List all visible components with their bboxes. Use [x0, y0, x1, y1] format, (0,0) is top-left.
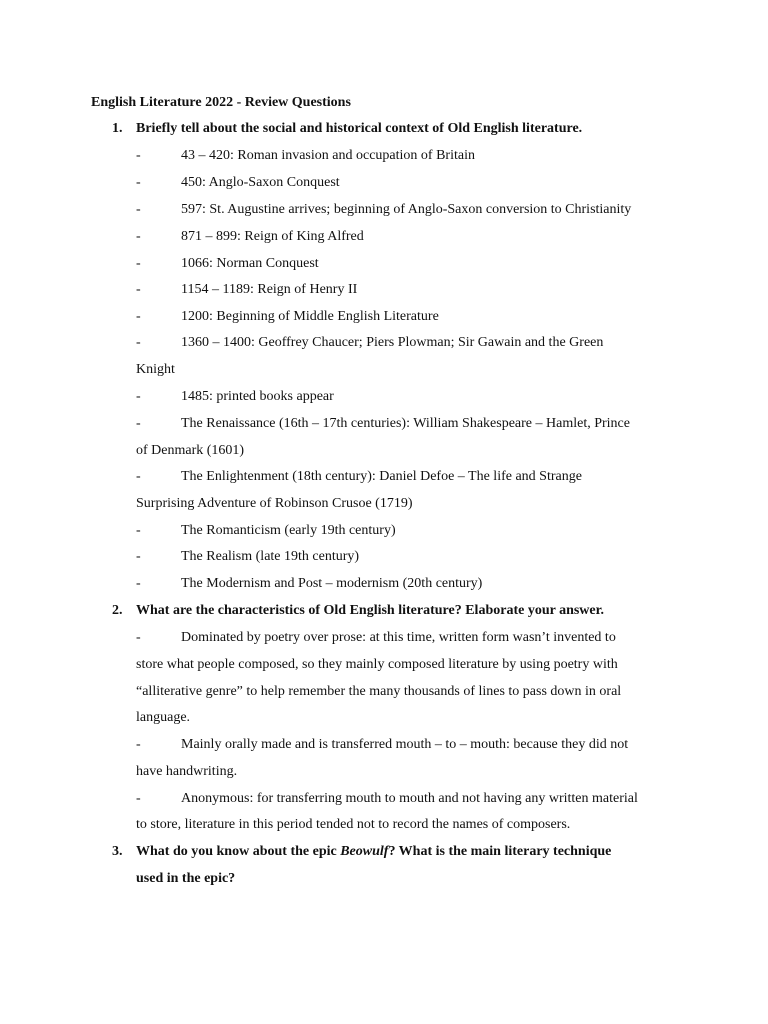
bullet-dash: -	[136, 791, 141, 806]
question-text: Briefly tell about the social and historical context of Old English literature.	[136, 121, 583, 136]
bullet-text-continued: language.	[136, 710, 191, 725]
bullet-text: Mainly orally made and is transferred mouth – to – mouth: because they did not	[181, 737, 629, 752]
bullet-dash: -	[136, 282, 141, 297]
bullet-text: The Realism (late 19th century)	[181, 549, 360, 564]
list-item	[136, 543, 676, 570]
bullet-dash: -	[136, 523, 141, 538]
question-number: 1.	[112, 121, 123, 136]
bullet-text-continued: have handwriting.	[136, 764, 238, 779]
list-item-continuation	[136, 356, 676, 383]
bullet-dash: -	[136, 256, 141, 271]
bullet-text: 871 – 899: Reign of King Alfred	[181, 229, 364, 244]
question-2	[112, 597, 604, 624]
bullet-text: 1360 – 1400: Geoffrey Chaucer; Piers Plowman; Sir Gawain and the Green	[181, 335, 604, 350]
bullet-dash: -	[136, 229, 141, 244]
bullet-dash: -	[136, 416, 141, 431]
bullet-dash: -	[136, 469, 141, 484]
list-item	[136, 223, 676, 250]
bullet-dash: -	[136, 202, 141, 217]
bullet-text: The Renaissance (16th – 17th centuries): William Shakespeare – Hamlet, Prince	[181, 416, 630, 431]
list-item	[136, 731, 676, 758]
bullet-text-continued: to store, literature in this period tended not to record the names of composers.	[136, 817, 571, 832]
list-item	[136, 142, 676, 169]
bullet-dash: -	[136, 576, 141, 591]
question-number: 3.	[112, 844, 123, 859]
bullet-text: 450: Anglo-Saxon Conquest	[181, 175, 340, 190]
list-item	[136, 169, 676, 196]
book-title: Beowulf	[340, 844, 389, 859]
bullet-dash: -	[136, 630, 141, 645]
list-item-continuation	[136, 678, 676, 705]
document-title: English Literature 2022 - Review Questions	[91, 95, 351, 110]
bullet-text: Dominated by poetry over prose: at this time, written form wasn’t invented to	[181, 630, 616, 645]
question-text-part: What do you know about the epic	[136, 844, 341, 859]
bullet-text: Anonymous: for transferring mouth to mouth and not having any written material	[181, 791, 638, 806]
bullet-text-continued: store what people composed, so they mainly composed literature by using poetry with	[136, 657, 618, 672]
question-text-part: ? What is the main literary technique	[388, 844, 612, 859]
bullet-text: 1154 – 1189: Reign of Henry II	[181, 282, 358, 297]
question-3-continued	[112, 865, 235, 892]
list-item-continuation	[136, 811, 676, 838]
bullet-text: 43 – 420: Roman invasion and occupation of Britain	[181, 148, 475, 163]
list-item	[136, 410, 676, 437]
bullet-text: 1200: Beginning of Middle English Literature	[181, 309, 439, 324]
bullet-dash: -	[136, 737, 141, 752]
bullet-dash: -	[136, 175, 141, 190]
bullet-text: The Modernism and Post – modernism (20th century)	[181, 576, 483, 591]
bullet-text: The Romanticism (early 19th century)	[181, 523, 396, 538]
list-item-continuation	[136, 758, 676, 785]
bullet-dash: -	[136, 549, 141, 564]
question-1	[112, 115, 582, 142]
question-number: 2.	[112, 603, 123, 618]
list-item	[136, 196, 676, 223]
list-item-continuation	[136, 651, 676, 678]
list-item	[136, 250, 676, 277]
bullet-text: 597: St. Augustine arrives; beginning of Anglo-Saxon conversion to Christianity	[181, 202, 632, 217]
question-3	[112, 838, 611, 865]
bullet-dash: -	[136, 335, 141, 350]
list-item-continuation	[136, 437, 676, 464]
bullet-text-continued: Surprising Adventure of Robinson Crusoe (1719)	[136, 496, 413, 511]
list-item-continuation	[136, 704, 676, 731]
list-item	[136, 785, 676, 812]
bullet-text: The Enlightenment (18th century): Daniel Defoe – The life and Strange	[181, 469, 582, 484]
question-text: What are the characteristics of Old English literature? Elaborate your answer.	[136, 603, 605, 618]
bullet-dash: -	[136, 389, 141, 404]
bullet-text-continued: “alliterative genre” to help remember the many thousands of lines to pass down in oral	[136, 684, 622, 699]
list-item	[136, 517, 676, 544]
list-item	[136, 383, 676, 410]
list-item	[136, 463, 676, 490]
bullet-dash: -	[136, 309, 141, 324]
question-text-continued: used in the epic?	[136, 871, 236, 886]
bullet-dash: -	[136, 148, 141, 163]
list-item	[136, 570, 676, 597]
bullet-text: 1485: printed books appear	[181, 389, 334, 404]
list-item	[136, 624, 676, 651]
bullet-text: 1066: Norman Conquest	[181, 256, 319, 271]
list-item	[136, 276, 676, 303]
bullet-text-continued: of Denmark (1601)	[136, 443, 245, 458]
list-item-continuation	[136, 490, 676, 517]
question-text	[136, 838, 611, 865]
list-item	[136, 329, 676, 356]
list-item	[136, 303, 676, 330]
bullet-text-continued: Knight	[136, 362, 175, 377]
